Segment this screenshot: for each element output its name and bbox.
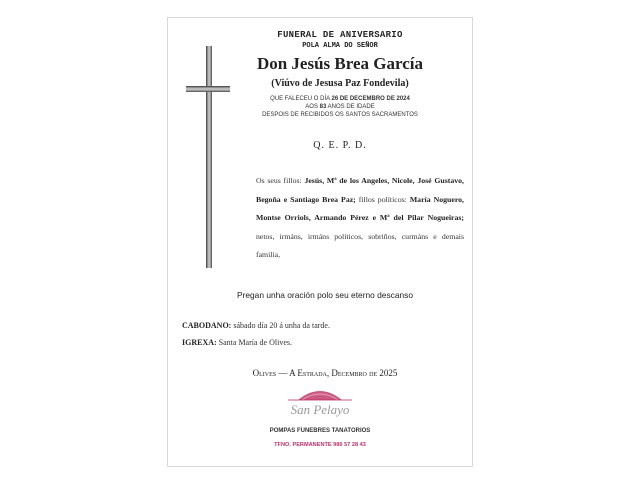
- family-rest: netos, irmáns, irmáns políticos, sobriños, curmáns e demais familia,: [256, 231, 464, 259]
- igrexa-value: Santa María de Olives.: [216, 338, 292, 347]
- widow-note: (Viúvo de Jesusa Paz Fondevila): [271, 78, 409, 89]
- death-date-prefix: QUE FALECEU O DÍA: [270, 96, 332, 102]
- age-prefix: AOS: [305, 104, 320, 110]
- family-intro: Os seus fillos:: [256, 176, 305, 185]
- death-date: 26 DE DECEMBRO DE 2024: [331, 96, 410, 102]
- funeral-home-phone: TFNO. PERMANENTE 986 57 28 43: [274, 442, 366, 448]
- qepd: Q. E. P. D.: [313, 140, 367, 151]
- place-date: Olives — A Estrada, Decembro de 2025: [252, 368, 398, 378]
- prayer-line: Pregan unha oración polo seu eterno descanso: [236, 290, 413, 300]
- family-paragraph: [256, 172, 464, 265]
- cabodano-value: sábado día 20 á unha da tarde.: [231, 321, 330, 330]
- cross-vertical-bar: [206, 46, 212, 268]
- igrexa-label: IGREXA:: [182, 338, 217, 347]
- cabodano-label: CABODANO:: [182, 321, 232, 330]
- death-date-line: [250, 96, 430, 102]
- family-inlaws: María Noguero, Montse Orriols, Armando Pérez e Mª del Pilar Nogueiras;: [256, 194, 465, 222]
- san-pelayo-logo: [280, 384, 360, 424]
- cabodano-line: [182, 321, 330, 330]
- age-suffix: ANOS DE IDADE: [326, 104, 375, 110]
- sacraments-line: DESPOIS DE RECIBIDOS OS SANTOS SACRAMENTOS: [262, 112, 418, 118]
- deceased-name: Don Jesús Brea García: [256, 54, 424, 73]
- funeral-home-name: POMPAS FUNEBRES TANATORIOS: [269, 428, 371, 434]
- header-subtitle: POLA ALMA DO SEÑOR: [302, 42, 378, 50]
- igrexa-line: [182, 338, 292, 347]
- age-line: [250, 104, 430, 110]
- header-title: FUNERAL DE ANIVERSARIO: [277, 30, 403, 40]
- family-inlaws-intro: fillos políticos:: [355, 194, 410, 204]
- cross-horizontal-bar: [186, 86, 230, 92]
- age-value: 83: [319, 104, 327, 110]
- logo-text: San Pelayo: [290, 402, 350, 417]
- family-children: Jesús, Mª de los Angeles, Nicole, José Gustavo, Begoña e Santiago Brea Paz;: [256, 176, 465, 204]
